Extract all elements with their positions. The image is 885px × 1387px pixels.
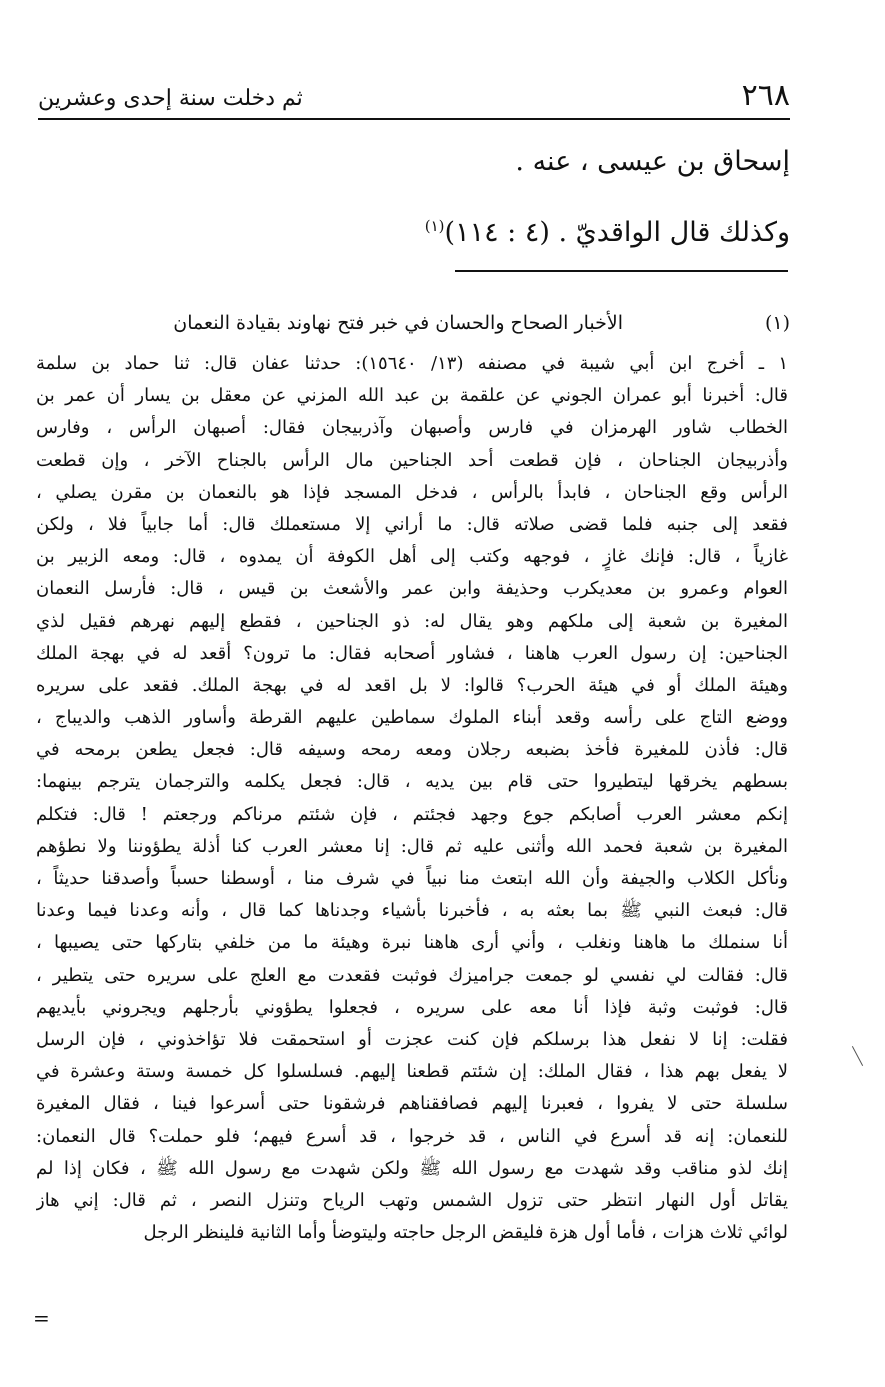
footnote-line: لا يفعل بهم هذا ، فقال الملك: إن شئتم قطعنا إليهم. فسلسلوا كل خمسة وستة وعشرة في xyxy=(36,1061,788,1083)
footnote-line: وهيئة الملك أو في هيئة الحرب؟ قالوا: لا بل اقعد له في بهجة الملك. فقعد على سريره xyxy=(36,674,788,696)
continuation-mark: = xyxy=(33,1306,50,1330)
footnote-line: يقاتل أول النهار انتظر حتى تزول الشمس وتهب الرياح وتنزل النصر ، ثم قال: إني هاز xyxy=(36,1189,788,1211)
footnote-line: بسطهم يخرقها ليتطيروا حتى قام بين يديه ، قال: فجعل يكلمه والترجمان يترجم بينهما: xyxy=(36,771,788,793)
footnote-line: ووضع التاج على رأسه وقعد أبناء الملوك سماطين عليهم القرطة وأساور الذهب والديباج ، xyxy=(36,707,788,729)
main-text-line-body: وكذلك قال الواقديّ . (٤ : ١١٤) xyxy=(444,217,790,248)
footnote-line: ١ ـ أخرج ابن أبي شيبة في مصنفه (١٣/ ١٥٦٤٠): حدثنا عفان قال: ثنا حماد بن سلمة xyxy=(36,353,788,374)
footnote-line: الجناحين: إن رسول العرب هاهنا ، فشاور أصحابه فقال: ما ترون؟ أقعد له في بهجة الملك xyxy=(36,642,788,664)
footnote-line: إنكم معشر العرب أصابكم جوع وجهد فجئتم ، فإن شئتم مرناكم ورجعتم ! قال: فتكلم xyxy=(36,803,788,825)
footnote-line: ونأكل الكلاب والجيفة وأن الله ابتعث منا نبياً في شرف منا ، أوسطنا حسباً وأصدقنا حديثاً ، xyxy=(36,868,788,889)
footnote-line: المغيرة بن شعبة إلى ملكهم وهو يقال له: ذو الجناحين ، فقطع إليهم نهرهم فقيل لذي xyxy=(36,610,788,632)
footnote-line: وأذربيجان الجناحان ، فإن قطعت أحد الجناحين مال الرأس بالجناح الآخر ، وإن قطعت xyxy=(36,449,788,471)
footnote-line: الرأس وقع الجناحان ، فابدأ بالرأس ، فدخل المسجد فإذا هو بالنعمان بن مقرن يصلي ، xyxy=(36,481,788,503)
footnote-line: للنعمان: إنه قد أسرع في الناس ، قد خرجوا ، قد أسرع فيهم؛ فلو حملت؟ قال النعمان: xyxy=(36,1125,788,1147)
footnote-heading: الأخبار الصحاح والحسان في خبر فتح نهاوند بقيادة النعمان xyxy=(173,312,623,334)
footnote-line: العوام وعمرو بن معديكرب وحذيفة وابن عمر والأشعث بن قيس ، قال: فأرسل النعمان xyxy=(36,578,788,600)
footnote-line: أنا سنملك ما هاهنا ونغلب ، وأني أرى هاهنا نبرة وهيئة ما من خلفي بتاركها حتى يصيبها ، xyxy=(36,932,788,954)
footnote-line: المغيرة بن شعبة فحمد الله وأثنى عليه ثم قال: إنا معشر العرب كنا أذلة يطؤوننا ولا نطؤهم xyxy=(36,835,788,857)
main-text-line xyxy=(425,213,790,253)
footnote-line: لوائي ثلاث هزات ، فأما أول هزة فليقض الرجل حاجته وليتوضأ وأما الثانية فلينظر الرجل xyxy=(143,1222,788,1244)
running-header xyxy=(38,78,790,120)
footnote-line: إنك لذو مناقب وقد شهدت مع رسول الله ﷺ ولكن شهدت مع رسول الله ﷺ ، فكان إذا لم xyxy=(36,1157,788,1179)
footnote-line: فقعد إلى جنبه فلما قضى صلاته قال: ما أراني إلا مستعملك قال: أما جابياً فلا ، ولكن xyxy=(36,513,788,535)
footnote-line: قال: أخبرنا أبو عمران الجوني عن علقمة بن عبد الله المزني عن معقل بن يسار أن عمر بن xyxy=(36,385,788,407)
running-title: ثم دخلت سنة إحدى وعشرين xyxy=(38,86,303,111)
footnote-line: غازياً ، قال: فإنك غازٍ ، فوجهه وكتب إلى أهل الكوفة أن يمدوه ، قال: ومعه الزبير بن xyxy=(36,546,788,568)
footnote-line: الخطاب شاور الهرمزان في فارس وأصبهان وآذربيجان فقال: أصبهان الرأس ، وفارس xyxy=(36,417,788,439)
margin-stray-mark xyxy=(852,1046,863,1066)
footnote-line: قال: فبعث النبي ﷺ بما بعثه به ، فأخبرنا بأشياء وجدناها كما قال ، وأنه وعدنا فيما وعدنا xyxy=(36,900,788,922)
footnote-marker: (١) xyxy=(764,312,790,334)
main-text-line: إسحاق بن عيسى ، عنه . xyxy=(515,146,790,177)
footnote-separator xyxy=(455,270,788,272)
footnote-line: قال: فقالت لي نفسي لو جمعت جراميزك فوثبت فقعدت مع العلج على سريره حتى يتطير ، xyxy=(36,964,788,986)
footnote-reference: (١) xyxy=(424,217,445,235)
footnote-line: قال: فوثبت وثبة فإذا أنا معه على سريره ، فجعلوا يطؤوني بأرجلهم ويجروني بأيديهم xyxy=(36,996,788,1018)
footnote-line: قال: فأذن للمغيرة فأخذ بضبعه رجلان ومعه رمحه وسيفه قال: فجعل يطعن برمحه في xyxy=(36,739,788,761)
page-number: ٢٦٨ xyxy=(741,78,790,113)
footnote-line: سلسلة حتى لا يفروا ، فعبرنا إليهم فصافقناهم فرشقونا حتى أسرعوا فينا ، فقال المغيرة xyxy=(36,1093,788,1115)
footnote-line: فقلت: إنا لا نفعل هذا برسلكم فإن كنت عجزت أو استحمقت فلا تؤاخذوني ، فإن الرسل xyxy=(36,1028,788,1050)
footnote-body xyxy=(36,348,788,1249)
